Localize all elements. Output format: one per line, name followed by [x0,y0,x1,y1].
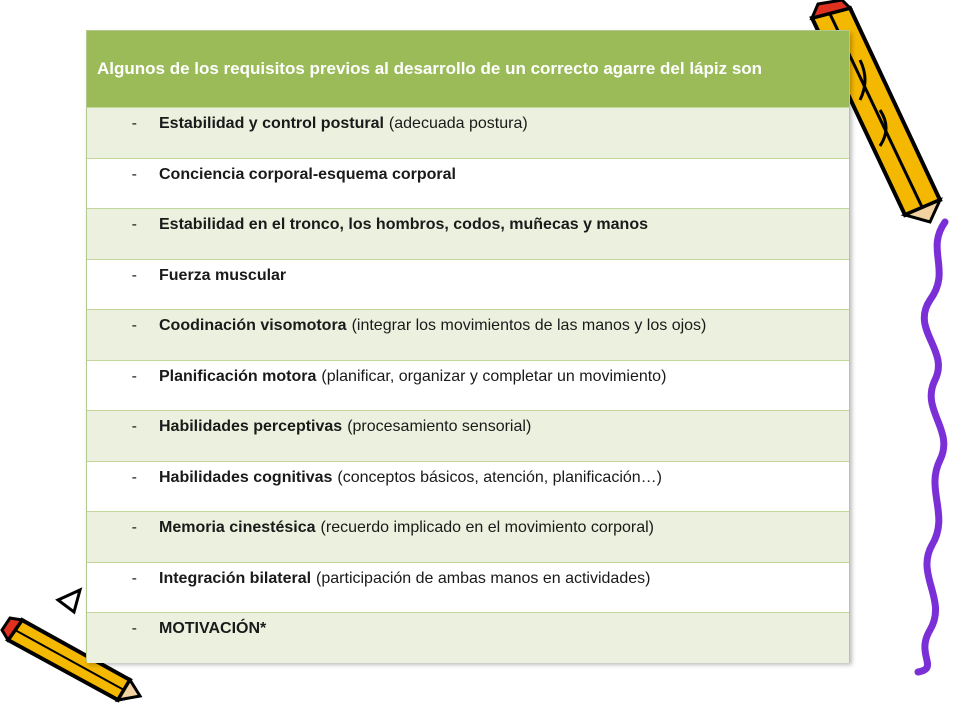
row-bullet: - [131,115,137,132]
table-row [87,461,849,512]
table-row [87,511,849,562]
table-title: Algunos de los requisitos previos al desarrollo de un correcto agarre del lápiz son [97,59,763,78]
table-row [87,107,849,158]
row-desc: (integrar los movimientos de las manos y los ojos) [351,317,707,334]
row-term: Fuerza muscular [159,266,287,284]
table-row [87,612,849,663]
row-desc: (procesamiento sensorial) [347,418,532,435]
row-term: MOTIVACIÓN* [159,620,267,637]
row-term: Coodinación visomotora [159,317,347,334]
row-bullet: - [131,620,137,637]
requirements-table [86,30,850,662]
squiggle-line-icon [918,222,945,672]
row-desc: (participación de ambas manos en actividades) [316,569,651,587]
row-term: Habilidades cognitivas [159,468,333,486]
row-bullet: - [131,519,137,536]
row-term: Estabilidad en el tronco, los hombros, codos, muñecas y manos [159,216,648,233]
table-row [87,562,849,613]
table-row [87,410,849,461]
table-row [87,158,849,209]
row-bullet: - [131,266,137,284]
row-desc: (adecuada postura) [388,115,528,132]
row-term: Estabilidad y control postural [159,115,384,132]
row-term: Habilidades perceptivas [159,418,343,435]
row-desc: (planificar, organizar y completar un movimiento) [321,367,667,385]
row-desc: (conceptos básicos, atención, planificación…) [337,468,663,486]
row-term: Integración bilateral [159,569,312,587]
table-header [87,31,849,107]
row-bullet: - [131,317,137,334]
row-bullet: - [131,468,137,486]
row-bullet: - [131,216,137,233]
row-bullet: - [131,367,137,385]
table-row [87,208,849,259]
row-desc: (recuerdo implicado en el movimiento corporal) [320,519,655,536]
table-row [87,309,849,360]
row-term: Memoria cinestésica [159,519,316,536]
row-bullet: - [131,569,137,587]
row-term: Planificación motora [159,367,317,385]
row-bullet: - [131,418,137,435]
row-bullet: - [131,165,137,183]
table-row [87,360,849,411]
row-term: Conciencia corporal-esquema corporal [159,165,456,183]
table-row [87,259,849,310]
